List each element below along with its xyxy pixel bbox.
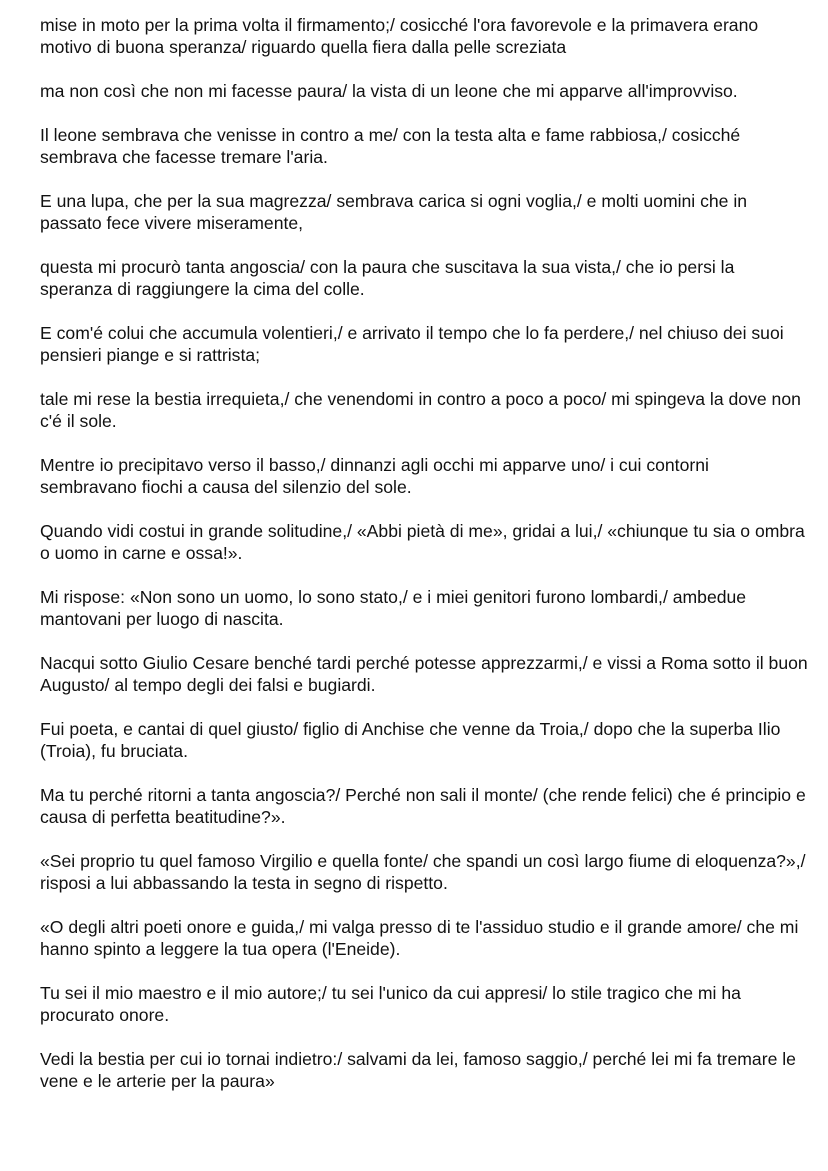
paragraph: Fui poeta, e cantai di quel giusto/ figlio di Anchise che venne da Troia,/ dopo che la superba Ilio (Troia), fu bruciata. (40, 719, 781, 761)
paragraph: Mentre io precipitavo verso il basso,/ dinnanzi agli occhi mi apparve uno/ i cui contorni sembravano fiochi a causa del silenzio del sole. (40, 455, 709, 497)
paragraph: Mi rispose: «Non sono un uomo, lo sono stato,/ e i miei genitori furono lombardi,/ ambedue mantovani per luogo di nascita. (40, 587, 747, 629)
paragraph: tale mi rese la bestia irrequieta,/ che venendomi in contro a poco a poco/ mi spingeva la dove non c'é il sole. (40, 389, 801, 431)
paragraph: «Sei proprio tu quel famoso Virgilio e quella fonte/ che spandi un così largo fiume di eloquenza?»,/ risposi a lui abbassando la testa in segno di rispetto. (40, 851, 806, 893)
paragraph: mise in moto per la prima volta il firmamento;/ cosicché l'ora favorevole e la primavera erano motivo di buona speranza/ riguardo quella fiera dalla pelle screziata (40, 15, 759, 57)
paragraph: E com'é colui che accumula volentieri,/ e arrivato il tempo che lo fa perdere,/ nel chiuso dei suoi pensieri piange e si rattrista; (40, 323, 784, 365)
paragraph: E una lupa, che per la sua magrezza/ sembrava carica si ogni voglia,/ e molti uomini che in passato fece vivere miseramente, (40, 191, 748, 233)
paragraph: Quando vidi costui in grande solitudine,/ «Abbi pietà di me», gridai a lui,/ «chiunque tu sia o ombra o uomo in carne e ossa!». (40, 521, 805, 563)
paragraph: Il leone sembrava che venisse in contro a me/ con la testa alta e fame rabbiosa,/ cosicché sembrava che facesse tremare l'aria. (40, 125, 741, 167)
paragraph: Tu sei il mio maestro e il mio autore;/ tu sei l'unico da cui appresi/ lo stile tragico che mi ha procurato onore. (40, 983, 741, 1025)
paragraph: questa mi procurò tanta angoscia/ con la paura che suscitava la sua vista,/ che io persi la speranza di raggiungere la cima del colle. (40, 257, 735, 299)
paragraph: «O degli altri poeti onore e guida,/ mi valga presso di te l'assiduo studio e il grande amore/ che mi hanno spinto a leggere la tua opera (l'Eneide). (40, 917, 799, 959)
paragraph: Ma tu perché ritorni a tanta angoscia?/ Perché non sali il monte/ (che rende felici) che é principio e causa di perfetta beatitudine?». (40, 785, 806, 827)
paragraph: Vedi la bestia per cui io tornai indietro:/ salvami da lei, famoso saggio,/ perché lei mi fa tremare le vene e le arterie per la paura» (40, 1049, 796, 1091)
paragraph: ma non così che non mi facesse paura/ la vista di un leone che mi apparve all'improvviso. (40, 81, 738, 101)
document-page (40, 14, 808, 1114)
paragraph: Nacqui sotto Giulio Cesare benché tardi perché potesse apprezzarmi,/ e vissi a Roma sotto il buon Augusto/ al tempo degli dei falsi e bugiardi. (40, 653, 808, 695)
